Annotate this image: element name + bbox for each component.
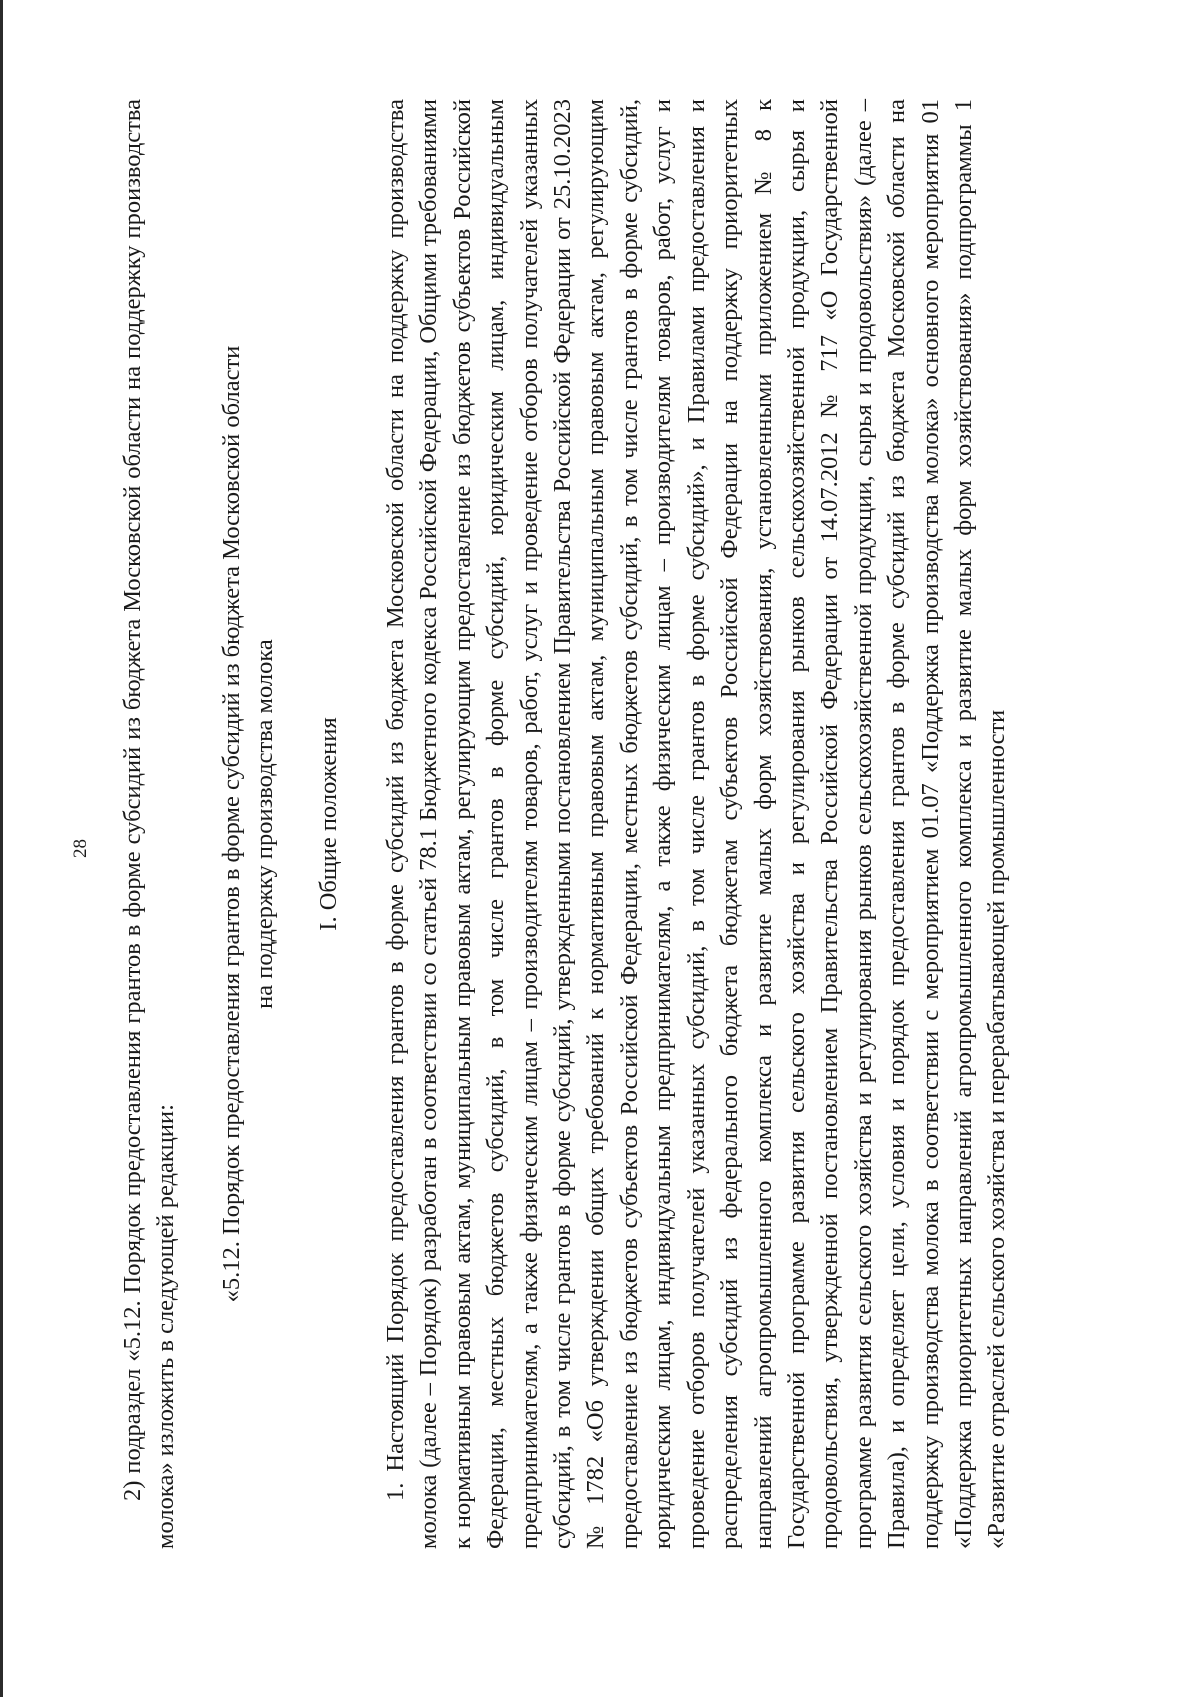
section-heading: I. Общие положения (314, 717, 342, 931)
title-line-1: «5.12. Порядок предоставления грантов в форме субсидий из бюджета Московской области (217, 345, 245, 1303)
document-title (215, 99, 282, 1549)
main-paragraph: 1. Настоящий Порядок предоставления грантов в форме субсидий из бюджета Московской области на поддержку производства молока (далее – Порядок) разработан в соответствии со статьей 78.1 Бюджетного кодекса Российской Федерации, Общими требованиями к нормативным правовым актам, муниципальным правовым актам, регулирующим предоставление из бюджетов субъектов Российской Федерации, местных бюджетов субсидий, в том числе грантов в форме субсидий, юридическим лицам, индивидуальным предпринимателям, а также физическим лицам – производителям товаров, работ, услуг и проведение отборов получателей указанных субсидий, в том числе грантов в форме субсидий, утвержденными постановлением Правительства Российской Федерации от 25.10.2023 № 1782 «Об утверждении общих требований к нормативным правовым актам, муниципальным правовым актам, регулирующим предоставление из бюджетов субъектов Российской Федерации, местных бюджетов субсидий, в том числе грантов в форме субсидий, юридическим лицам, индивидуальным предпринимателям, а также физическим лицам – производителям товаров, работ, услуг и проведение отборов получателей указанных субсидий, в том числе грантов в форме субсидий», и Правилами предоставления и распределения субсидий из федерального бюджета бюджетам субъектов Российской Федерации на поддержку приоритетных направлений агропромышленного комплекса и развитие малых форм хозяйствования, установленными приложением № 8 к Государственной программе развития сельского хозяйства и регулирования рынков сельскохозяйственной продукции, сырья и продовольствия, утвержденной постановлением Правительства Российской Федерации от 14.07.2012 № 717 «О Государственной программе развития сельского хозяйства и регулирования рынков сельскохозяйственной продукции, сырья и продовольствия» (далее – Правила), и определяет цели, условия и порядок предоставления грантов в форме субсидий из бюджета Московской области на поддержку производства молока в соответствии с мероприятием 01.07 «Поддержка производства молока» основного мероприятия 01 «Поддержка приоритетных направлений агропромышленного комплекса и развитие малых форм хозяйствования» подпрограммы 1 «Развитие отраслей сельского хозяйства и перерабатывающей промышленности (382, 99, 1011, 1549)
page-number: 28 (70, 839, 91, 858)
document-body (116, 99, 1014, 1549)
intro-paragraph: 2) подраздел «5.12. Порядок предоставления грантов в форме субсидий из бюджета Московской области на поддержку производства молока» изложить в следующей редакции: (119, 99, 180, 1549)
title-line-2: на поддержку производства молока (251, 639, 279, 1009)
